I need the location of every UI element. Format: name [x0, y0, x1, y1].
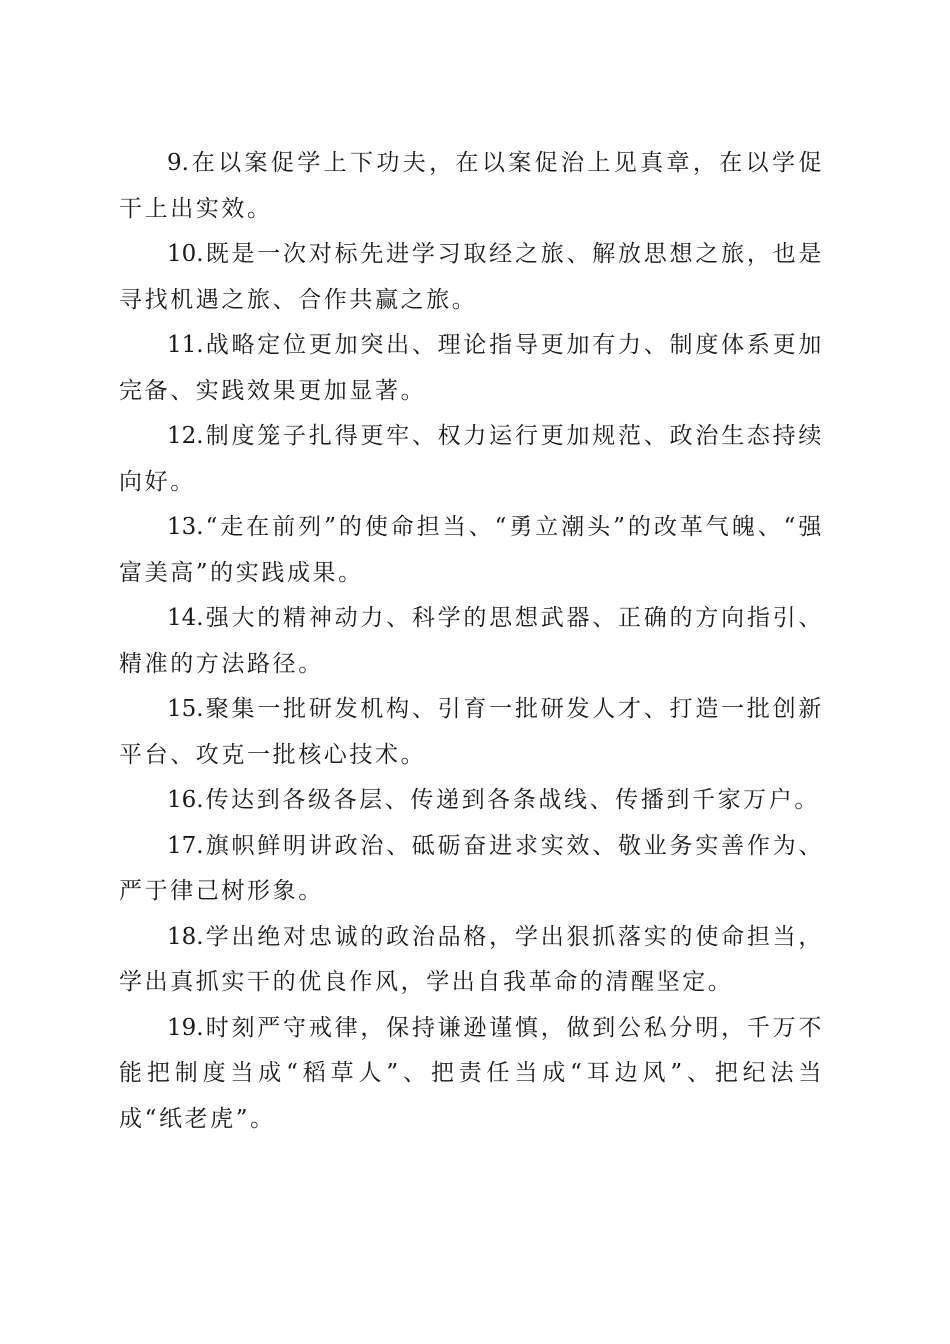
list-item	[119, 915, 824, 1006]
item-text: “走在前列”的使命担当、“勇立潮头”的改革气魄、“强富美高”的实践成果。	[119, 514, 824, 586]
list-item	[119, 141, 824, 232]
item-number: 19.	[167, 1014, 204, 1041]
item-text: 学出绝对忠诚的政治品格，学出狠抓落实的使命担当，学出真抓实干的优良作风，学出自我革命的清醒坚定。	[119, 923, 824, 995]
item-number: 15.	[167, 696, 204, 722]
list-item	[119, 596, 824, 687]
list-item	[119, 778, 824, 824]
list-item	[119, 414, 824, 505]
item-number: 10.	[167, 241, 204, 267]
item-text: 时刻严守戒律，保持谦逊谨慎，做到公私分明，千万不能把制度当成“稻草人”、把责任当成“耳边风”、把纪法当成“纸老虎”。	[119, 1014, 824, 1132]
item-number: 14.	[167, 605, 204, 631]
item-text: 在以案促学上下功夫，在以案促治上见真章，在以学促干上出实效。	[119, 150, 824, 222]
item-number: 18.	[167, 923, 204, 950]
list-item	[119, 824, 824, 915]
list-item	[119, 505, 824, 596]
item-text: 传达到各级各层、传递到各条战线、传播到千家万户。	[205, 787, 820, 813]
list-item	[119, 323, 824, 414]
list-item	[119, 232, 824, 323]
item-number: 13.	[167, 514, 204, 540]
item-text: 聚集一批研发机构、引育一批研发人才、打造一批创新平台、攻克一批核心技术。	[119, 696, 824, 768]
item-text: 既是一次对标先进学习取经之旅、解放思想之旅，也是寻找机遇之旅、合作共赢之旅。	[119, 241, 824, 313]
item-number: 12.	[167, 423, 204, 449]
list-item	[119, 1006, 824, 1143]
item-text: 强大的精神动力、科学的思想武器、正确的方向指引、精准的方法路径。	[119, 605, 824, 677]
item-number: 16.	[167, 787, 204, 813]
item-number: 17.	[167, 832, 204, 859]
item-number: 11.	[167, 332, 204, 358]
item-text: 战略定位更加突出、理论指导更加有力、制度体系更加完备、实践效果更加显著。	[119, 332, 824, 404]
item-text: 制度笼子扎得更牢、权力运行更加规范、政治生态持续向好。	[119, 423, 824, 495]
item-number: 9.	[167, 150, 189, 176]
item-text: 旗帜鲜明讲政治、砥砺奋进求实效、敬业务实善作为、严于律己树形象。	[119, 832, 824, 904]
list-item	[119, 687, 824, 778]
document-body	[119, 141, 824, 1142]
